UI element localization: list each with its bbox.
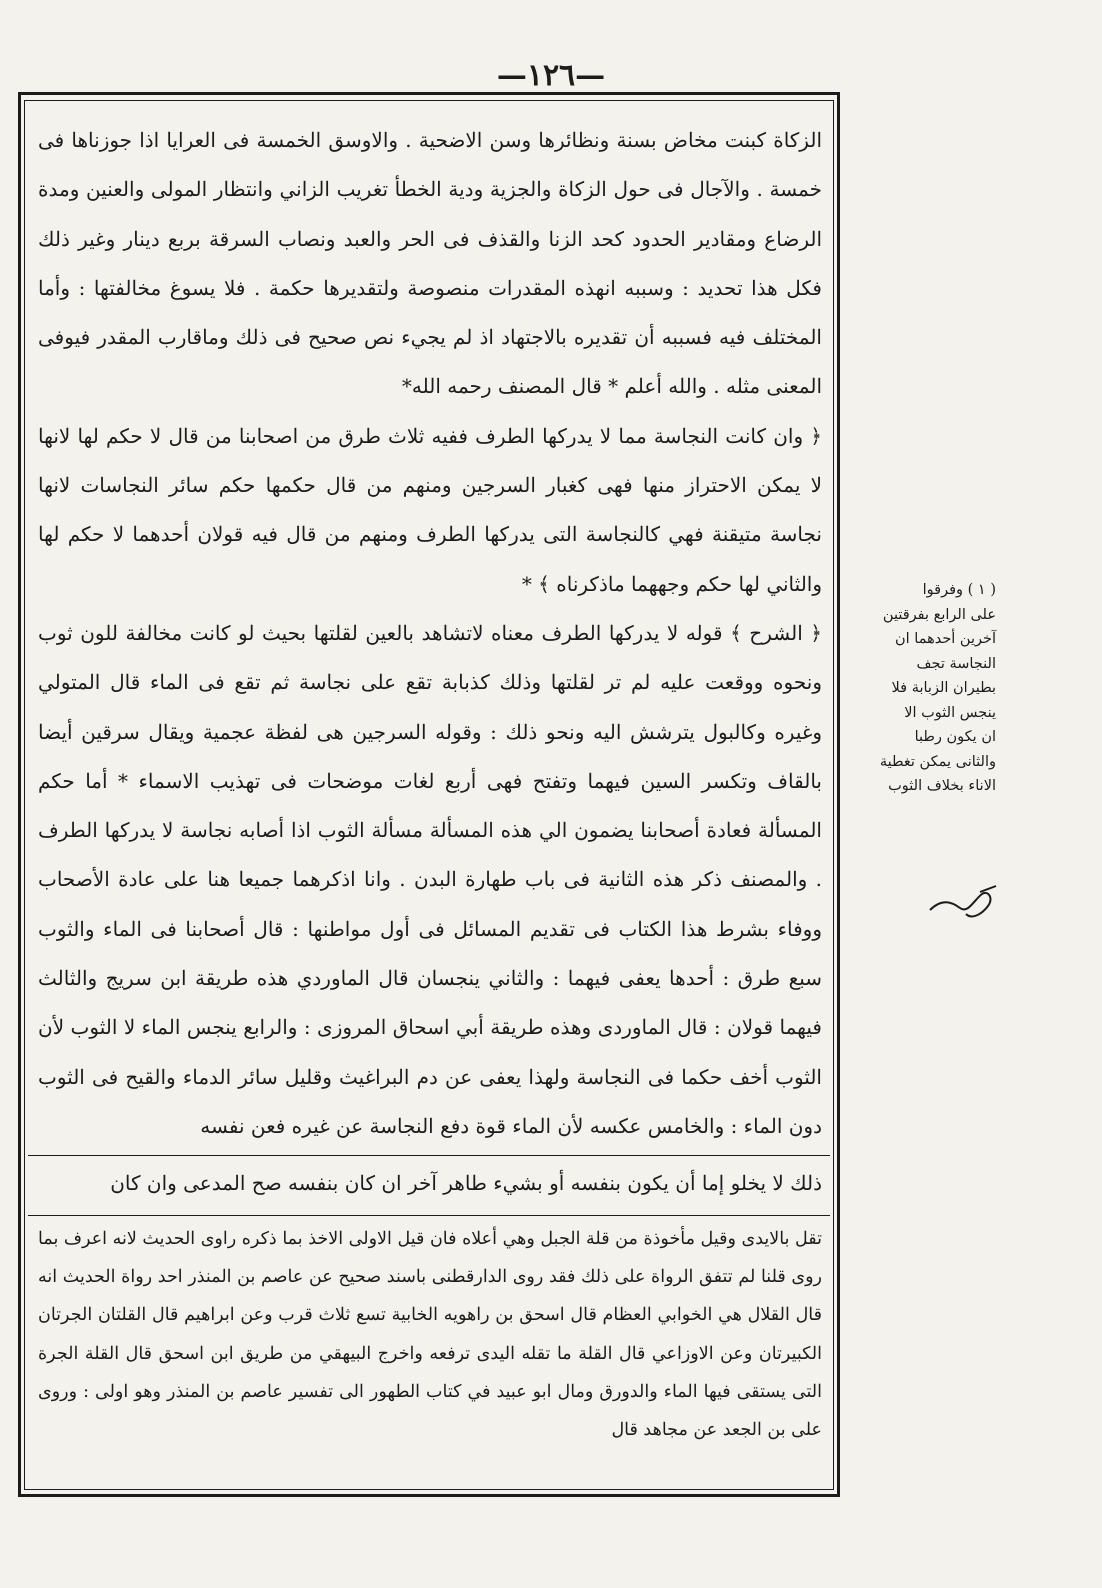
section-divider bbox=[28, 1155, 830, 1156]
bridge-text: ذلك لا يخلو إما أن يكون بنفسه أو بشيء طاهر آخر ان كان بنفسه صح المدعى وان كان bbox=[110, 1171, 822, 1195]
margin-note bbox=[846, 578, 996, 799]
margin-note-line: والثانى يمكن تغطية bbox=[879, 753, 996, 770]
margin-note-line: بطيران الزبابة فلا bbox=[891, 680, 996, 696]
main-text-block bbox=[38, 116, 822, 1151]
main-paragraph: الزكاة كبنت مخاض بسنة ونظائرها وسن الاضحية . والاوسق الخمسة فى العرايا اذا جوزناها فى خمسة . والآجال فى حول الزكاة والجزية ودية الخطأ تغريب الزاني وانتظار المولى والعنين ومدة الرضاع ومقادير الحدود كحد الزنا والقذف فى الحر والعبد ونصاب السرقة بربع دينار وغير ذلك فكل هذا تحديد : وسببه انهذه المقدرات منصوصة ولتقديرها حكمة . فلا يسوغ مخالفتها : وأما المختلف فيه فسببه أن تقديره بالاجتهاد اذ لم يجيء نص صحيح فى ذلك وماقارب المقدر فيوفى المعنى مثله . والله أعلم * قال المصنف رحمه الله* bbox=[38, 128, 822, 399]
margin-note-line: ( ١ ) وفرقوا bbox=[922, 582, 996, 598]
margin-note-line: الاناء بخلاف الثوب bbox=[888, 778, 996, 794]
footnote-paragraph: تقل بالايدى وقيل مأخوذة من قلة الجبل وهي أعلاه فان قيل الاولى الاخذ بما ذكره راوى الحديث لانه اعرف بما روى قلنا لم تتفق الرواة على ذلك فقد روى الدارقطنى باسند صحيح عن عاصم بن المنذر احد رواة الحديث انه قال القلال هي الخوابي العظام قال اسحق بن راهويه الخابية تسع ثلاث قرب وعن ابراهيم قال القلتان الجرتان الكبيرتان وعن الاوزاعي قال القلة ما تقله اليدى ترفعه واخرج البيهقي من طريق ابن اسحق قال القلة الجرة التى يستقى فيها الماء والدورق ومال ابو عبيد في كتاب الطهور الى تفسير عاصم بن المنذر وهو اولى : وروى على بن الجعد عن مجاهد قال bbox=[38, 1229, 822, 1441]
page-number: —١٢٦— bbox=[496, 58, 606, 93]
footnote-divider bbox=[28, 1215, 830, 1216]
margin-note-line: على الرابع بفرقتين bbox=[882, 606, 996, 623]
main-paragraph: ﴿ وان كانت النجاسة مما لا يدركها الطرف ففيه ثلاث طرق من اصحابنا من قال لا حكم لها لانها لا يمكن الاحتراز منها فهى كغبار السرجين ومنهم من قال حكمها حكم سائر النجاسات لانها نجاسة متيقنة فهي كالنجاسة التى يدركها الطرف ومنهم من قال فيه قولان أحدهما لا حكم لها والثاني لها حكم وجههما ماذكرناه ﴾ * bbox=[38, 423, 823, 596]
margin-note-line: آخرين أحدهما ان bbox=[894, 631, 996, 647]
margin-note-line: ينجس الثوب الا bbox=[904, 704, 996, 721]
margin-note-line: النجاسة تجف bbox=[916, 655, 996, 672]
handwritten-mark bbox=[922, 880, 1012, 930]
margin-note-line: ان يكون رطبا bbox=[914, 729, 996, 745]
main-paragraph: ﴿ الشرح ﴾ قوله لا يدركها الطرف معناه لاتشاهد بالعين لقلتها بحيث لو كانت مخالفة للون ثوب ونحوه ووقعت عليه لم تر لقلتها وذلك كذبابة تقع على نجاسة ثم تقع فى الماء قال المتولي وغيره وكالبول يترشش اليه ونحو ذلك : وقوله السرجين هى لفظة عجمية ويقال سرقين أيضا بالقاف وتكسر السين فيهما وتفتح فهى أربع لغات موضحات فى تهذيب الاسماء * أما حكم المسألة فعادة أصحابنا يضمون الي هذه المسألة مسألة الثوب اذا أصابه نجاسة لا يدركها الطرف . والمصنف ذكر هذه الثانية فى باب طهارة البدن . وانا اذكرهما جميعا هنا على عادة الأصحاب ووفاء بشرط هذا الكتاب فى تقديم المسائل فى أول مواطنها : قال أصحابنا فى الماء والثوب سبع طرق : أحدها يعفى فيهما : والثاني ينجسان قال الماوردي هذه طريقة ابن سريج والثالث فيهما قولان : قال الماوردى وهذه طريقة أبي اسحاق المروزى : والرابع ينجس الماء لا الثوب لأن الثوب أخف حكما فى النجاسة ولهذا يعفى عن دم البراغيث وقليل سائر الدماء والقيح فى الثوب دون الماء : والخامس عكسه لأن الماء قوة دفع النجاسة عن غيره فعن نفسه bbox=[38, 620, 822, 1138]
footnote-block bbox=[38, 1220, 822, 1449]
